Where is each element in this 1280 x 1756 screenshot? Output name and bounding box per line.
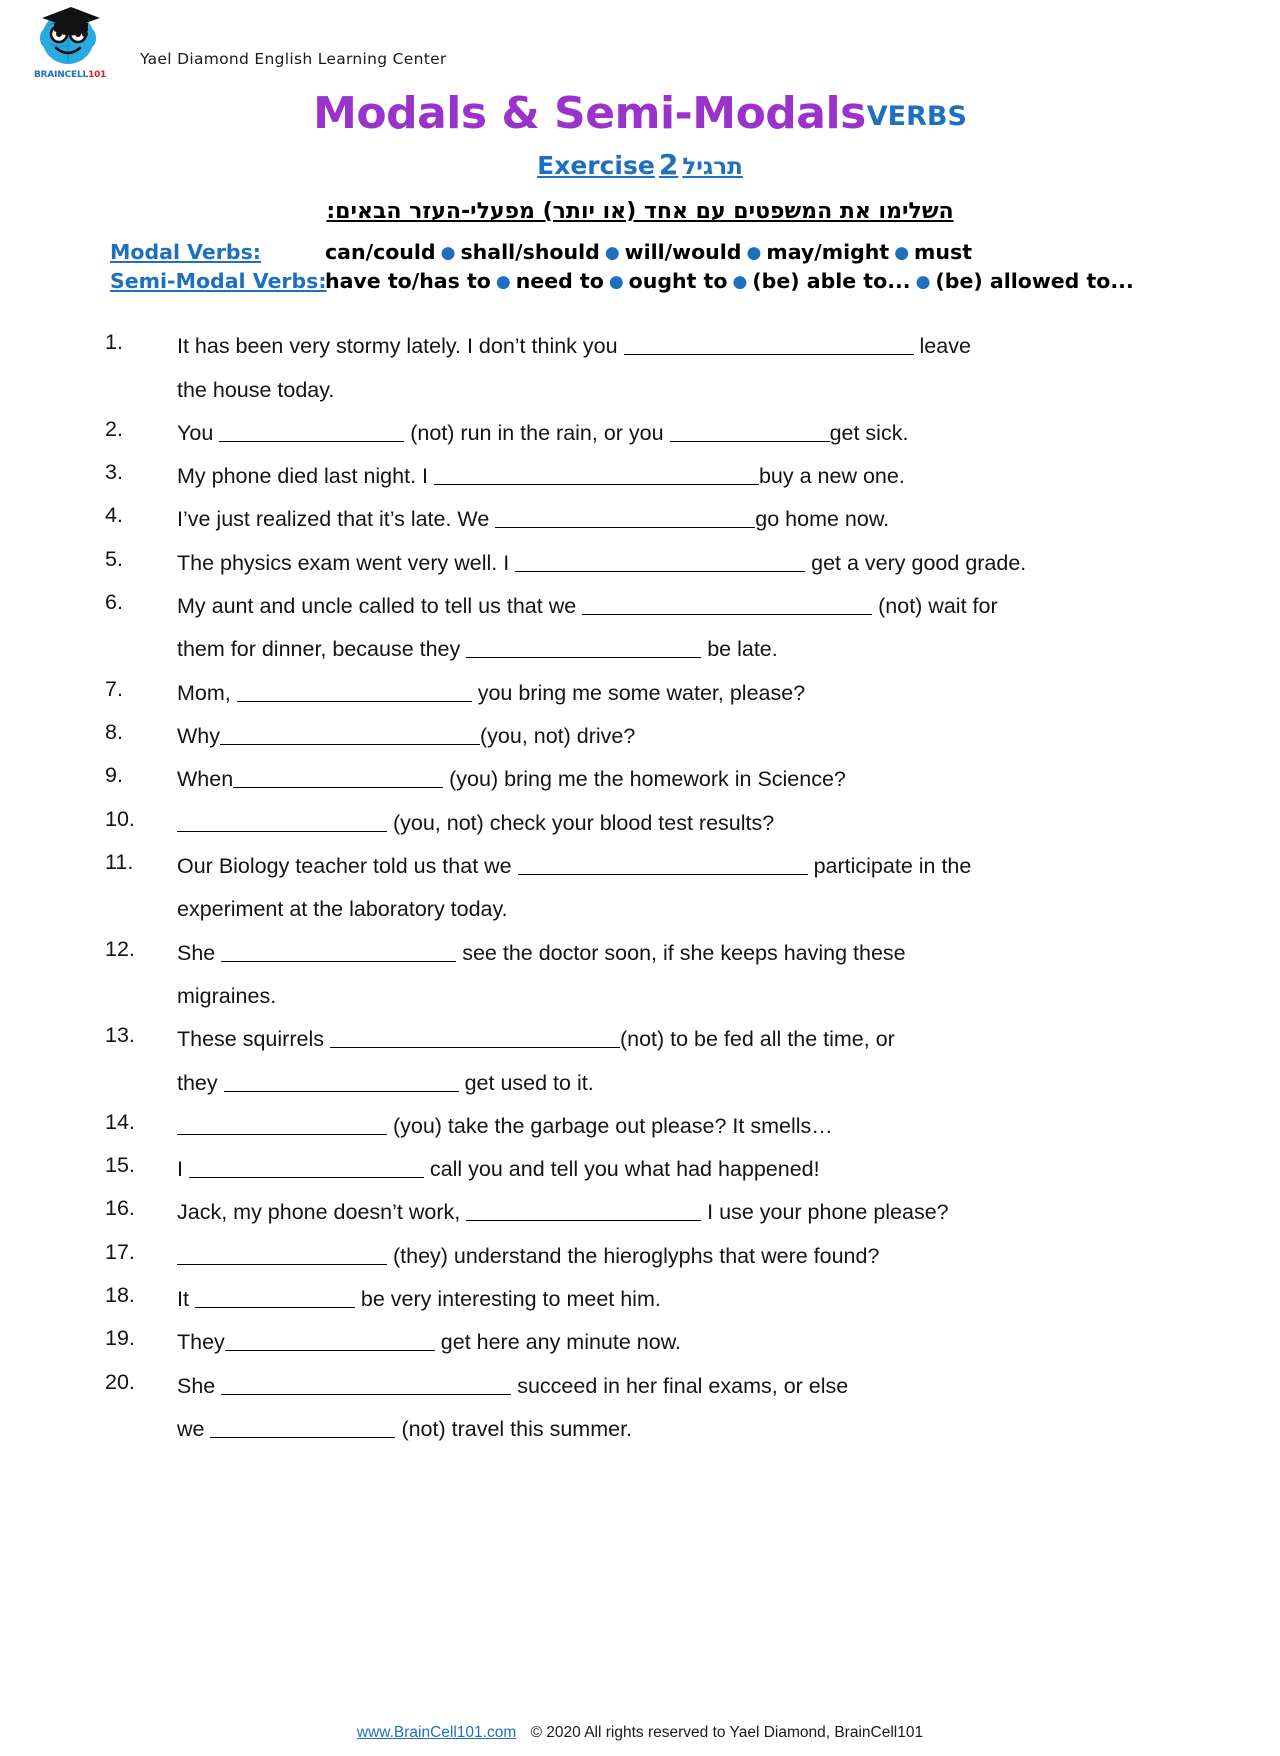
question-text: be very interesting to meet him.	[354, 1287, 661, 1312]
question-text: go home now.	[755, 507, 890, 532]
question-text: Jack, my phone doesn’t work,	[177, 1200, 467, 1225]
answer-blank[interactable]	[466, 1198, 701, 1222]
question-text: My phone died last night. I	[177, 464, 434, 489]
exercise-sentence	[177, 763, 1220, 796]
question-text: buy a new one.	[758, 464, 905, 489]
legend-item: must	[914, 240, 973, 264]
page-title-text: Modals & Semi-Modals	[313, 88, 866, 139]
exercise-continuation: experiment at the laboratory today.	[177, 897, 508, 922]
exercise-continuation	[177, 1413, 1220, 1446]
question-text: get sick.	[829, 420, 909, 445]
legend-item: ought to	[628, 269, 728, 294]
question-text: It has been very stormy lately. I don’t think you	[177, 334, 624, 359]
answer-blank[interactable]	[177, 1241, 387, 1265]
exercise-number-label: 16.	[105, 1196, 135, 1221]
question-text: Our Biology teacher told us that we	[177, 853, 518, 878]
exercise-number-label: 9.	[105, 763, 123, 788]
exercise-subtitle	[537, 148, 743, 181]
question-text: You	[177, 420, 220, 445]
legend-label-modal: Modal Verbs:	[110, 240, 261, 264]
exercise-sentence	[177, 677, 1220, 710]
question-text: participate in the	[807, 853, 972, 878]
answer-blank[interactable]	[233, 765, 443, 789]
exercise-continuation	[177, 633, 1220, 666]
answer-blank[interactable]	[225, 1328, 435, 1352]
exercise-number-label: 12.	[105, 936, 135, 961]
exercise-sentence	[177, 850, 1220, 927]
exercise-number-label: 6.	[105, 590, 123, 615]
braincell101-logo	[28, 4, 114, 78]
question-text: She	[177, 940, 222, 965]
exercise-sentence	[177, 417, 1220, 450]
exercise-sentence	[177, 460, 1220, 493]
question-text: them for dinner, because they	[177, 637, 467, 662]
exercise-number-label: 20.	[105, 1369, 135, 1394]
question-text: get here any minute now.	[434, 1330, 682, 1355]
exercise-continuation: the house today.	[177, 377, 335, 402]
exercise-number-label: 5.	[105, 546, 123, 571]
answer-blank[interactable]	[220, 721, 480, 745]
legend-bullet-icon: ●	[608, 272, 624, 293]
question-text: I use your phone please?	[701, 1200, 949, 1225]
exercise-sentence	[177, 1023, 1220, 1100]
question-text: (they) understand the hieroglyphs that were found?	[387, 1243, 880, 1268]
answer-blank[interactable]	[195, 1285, 355, 1309]
legend-item: have to/has to	[325, 269, 491, 294]
exercise-number-label: 7.	[105, 676, 123, 701]
exercise-item	[105, 937, 1220, 1014]
exercise-number-label: 19.	[105, 1326, 135, 1351]
exercise-number-label: 1.	[105, 330, 123, 355]
question-text: These squirrels	[177, 1027, 330, 1052]
exercise-number-label: 18.	[105, 1283, 135, 1308]
answer-blank[interactable]	[219, 418, 404, 442]
legend-bullet-icon: ●	[495, 272, 511, 293]
exercise-number: 2	[658, 148, 679, 181]
exercise-number-label: 14.	[105, 1109, 135, 1134]
exercise-item	[105, 590, 1220, 667]
legend-label-semi-modal: Semi-Modal Verbs:	[110, 269, 327, 294]
question-text: Mom,	[177, 680, 237, 705]
brand-name: Yael Diamond English Learning Center	[140, 50, 447, 68]
question-text: you bring me some water, please?	[471, 680, 806, 705]
legend-item: may/might	[766, 240, 890, 264]
exercise-sentence	[177, 547, 1220, 580]
exercise-item	[105, 1240, 1220, 1273]
answer-blank[interactable]	[582, 592, 872, 616]
question-text: (not) to be fed all the time, or	[619, 1027, 895, 1052]
question-text: (you) take the garbage out please? It smells…	[387, 1113, 833, 1138]
exercise-item	[105, 1153, 1220, 1186]
question-text: (not) travel this summer.	[395, 1417, 633, 1442]
answer-blank[interactable]	[210, 1414, 395, 1438]
question-text: they	[177, 1070, 224, 1095]
verb-legend	[110, 238, 1280, 296]
question-text: (you, not) check your blood test results?	[387, 810, 775, 835]
exercise-number-label: 3.	[105, 460, 123, 485]
answer-blank[interactable]	[224, 1068, 459, 1092]
exercise-sentence	[177, 1196, 1220, 1229]
question-text: succeed in her final exams, or else	[511, 1373, 849, 1398]
exercise-sentence	[177, 330, 1220, 407]
exercise-item	[105, 330, 1220, 407]
exercise-number-label: 2.	[105, 416, 123, 441]
brain-mascot-icon	[28, 4, 114, 78]
question-text: (you, not) drive?	[480, 724, 636, 749]
answer-blank[interactable]	[466, 635, 701, 659]
answer-blank[interactable]	[237, 678, 472, 702]
exercise-item	[105, 1326, 1220, 1359]
exercise-item	[105, 1283, 1220, 1316]
question-text: get a very good grade.	[805, 550, 1027, 575]
exercise-item	[105, 1196, 1220, 1229]
exercise-number-label: 8.	[105, 720, 123, 745]
legend-item: need to	[515, 269, 604, 294]
answer-blank[interactable]	[495, 505, 755, 529]
exercise-number-label: 10.	[105, 806, 135, 831]
question-text: call you and tell you what had happened!	[423, 1157, 820, 1182]
question-text: be late.	[701, 637, 778, 662]
question-text: I’ve just realized that it’s late. We	[177, 507, 496, 532]
exercise-list	[0, 330, 1280, 1446]
exercise-item	[105, 677, 1220, 710]
question-text: The physics exam went very well. I	[177, 550, 516, 575]
legend-item: shall/should	[460, 240, 600, 264]
exercise-continuation	[177, 1067, 1220, 1100]
exercise-sentence	[177, 1153, 1220, 1186]
exercise-item	[105, 417, 1220, 450]
legend-item: (be) able to...	[752, 269, 911, 294]
exercise-item	[105, 763, 1220, 796]
answer-blank[interactable]	[177, 808, 387, 832]
hebrew-instruction: השלימו את המשפטים עם אחד (או יותר) מפעלי-העזר הבאים:	[326, 199, 954, 224]
legend-bullet-icon: ●	[732, 272, 748, 293]
legend-item: will/would	[624, 240, 742, 264]
answer-blank[interactable]	[518, 851, 808, 875]
question-text: Why	[177, 724, 220, 749]
legend-items-modal	[325, 238, 972, 267]
question-text: They	[177, 1330, 225, 1355]
question-text: (not) wait for	[872, 594, 998, 619]
copyright-text: © 2020 All rights reserved to Yael Diamond, BrainCell101	[530, 1724, 924, 1741]
exercise-word: Exercise	[537, 151, 655, 180]
question-text: It	[177, 1287, 195, 1312]
question-text: I	[177, 1157, 189, 1182]
exercise-item	[105, 720, 1220, 753]
answer-blank[interactable]	[189, 1155, 424, 1179]
question-text: we	[177, 1417, 211, 1442]
question-text: When	[177, 767, 234, 792]
exercise-sentence	[177, 937, 1220, 1014]
exercise-sentence	[177, 807, 1220, 840]
page-title	[313, 88, 967, 139]
exercise-sentence	[177, 503, 1220, 536]
question-text: leave	[913, 334, 971, 359]
exercise-sentence	[177, 720, 1220, 753]
exercise-number-label: 13.	[105, 1023, 135, 1048]
legend-bullet-icon: ●	[915, 272, 931, 293]
answer-blank[interactable]	[221, 1371, 511, 1395]
legend-row-modal	[110, 238, 1280, 267]
legend-items-semi-modal	[325, 267, 1134, 296]
answer-blank[interactable]	[515, 548, 805, 572]
answer-blank[interactable]	[670, 418, 830, 442]
answer-blank[interactable]	[221, 938, 456, 962]
exercise-sentence	[177, 1370, 1220, 1447]
exercise-number-label: 17.	[105, 1239, 135, 1264]
exercise-number-label: 15.	[105, 1153, 135, 1178]
exercise-item	[105, 1370, 1220, 1447]
legend-item: (be) allowed to...	[935, 269, 1134, 294]
answer-blank[interactable]	[624, 332, 914, 356]
exercise-number-label: 11.	[105, 849, 134, 874]
exercise-hebrew: תרגיל	[682, 154, 743, 180]
page-header	[0, 0, 1280, 78]
exercise-item	[105, 1023, 1220, 1100]
exercise-item	[105, 850, 1220, 927]
legend-bullet-icon: ●	[604, 243, 620, 263]
exercise-item	[105, 807, 1220, 840]
page-footer	[0, 1724, 1280, 1742]
exercise-sentence	[177, 1240, 1220, 1273]
page-title-superscript: VERBS	[866, 101, 967, 132]
legend-item: can/could	[325, 240, 436, 264]
legend-bullet-icon: ●	[440, 243, 456, 263]
answer-blank[interactable]	[330, 1025, 620, 1049]
logo-text-brand: BRAINCELL	[34, 70, 89, 80]
question-text: see the doctor soon, if she keeps having these	[456, 940, 906, 965]
exercise-item	[105, 460, 1220, 493]
legend-bullet-icon: ●	[746, 243, 762, 263]
legend-row-semi-modal	[110, 267, 1280, 296]
question-text: get used to it.	[458, 1070, 594, 1095]
answer-blank[interactable]	[434, 462, 759, 486]
exercise-sentence	[177, 590, 1220, 667]
legend-bullet-icon: ●	[894, 243, 910, 263]
exercise-sentence	[177, 1110, 1220, 1143]
exercise-item	[105, 503, 1220, 536]
question-text: (you) bring me the homework in Science?	[443, 767, 846, 792]
logo-text-number: 101	[88, 70, 107, 80]
exercise-sentence	[177, 1326, 1220, 1359]
question-text: She	[177, 1373, 222, 1398]
exercise-number-label: 4.	[105, 503, 123, 528]
exercise-continuation: migraines.	[177, 983, 277, 1008]
title-block	[0, 88, 1280, 181]
question-text: (not) run in the rain, or you	[404, 420, 670, 445]
exercise-item	[105, 1110, 1220, 1143]
exercise-item	[105, 547, 1220, 580]
website-link[interactable]: www.BrainCell101.com	[356, 1724, 517, 1741]
exercise-sentence	[177, 1283, 1220, 1316]
answer-blank[interactable]	[177, 1111, 387, 1135]
question-text: My aunt and uncle called to tell us that we	[177, 594, 583, 619]
